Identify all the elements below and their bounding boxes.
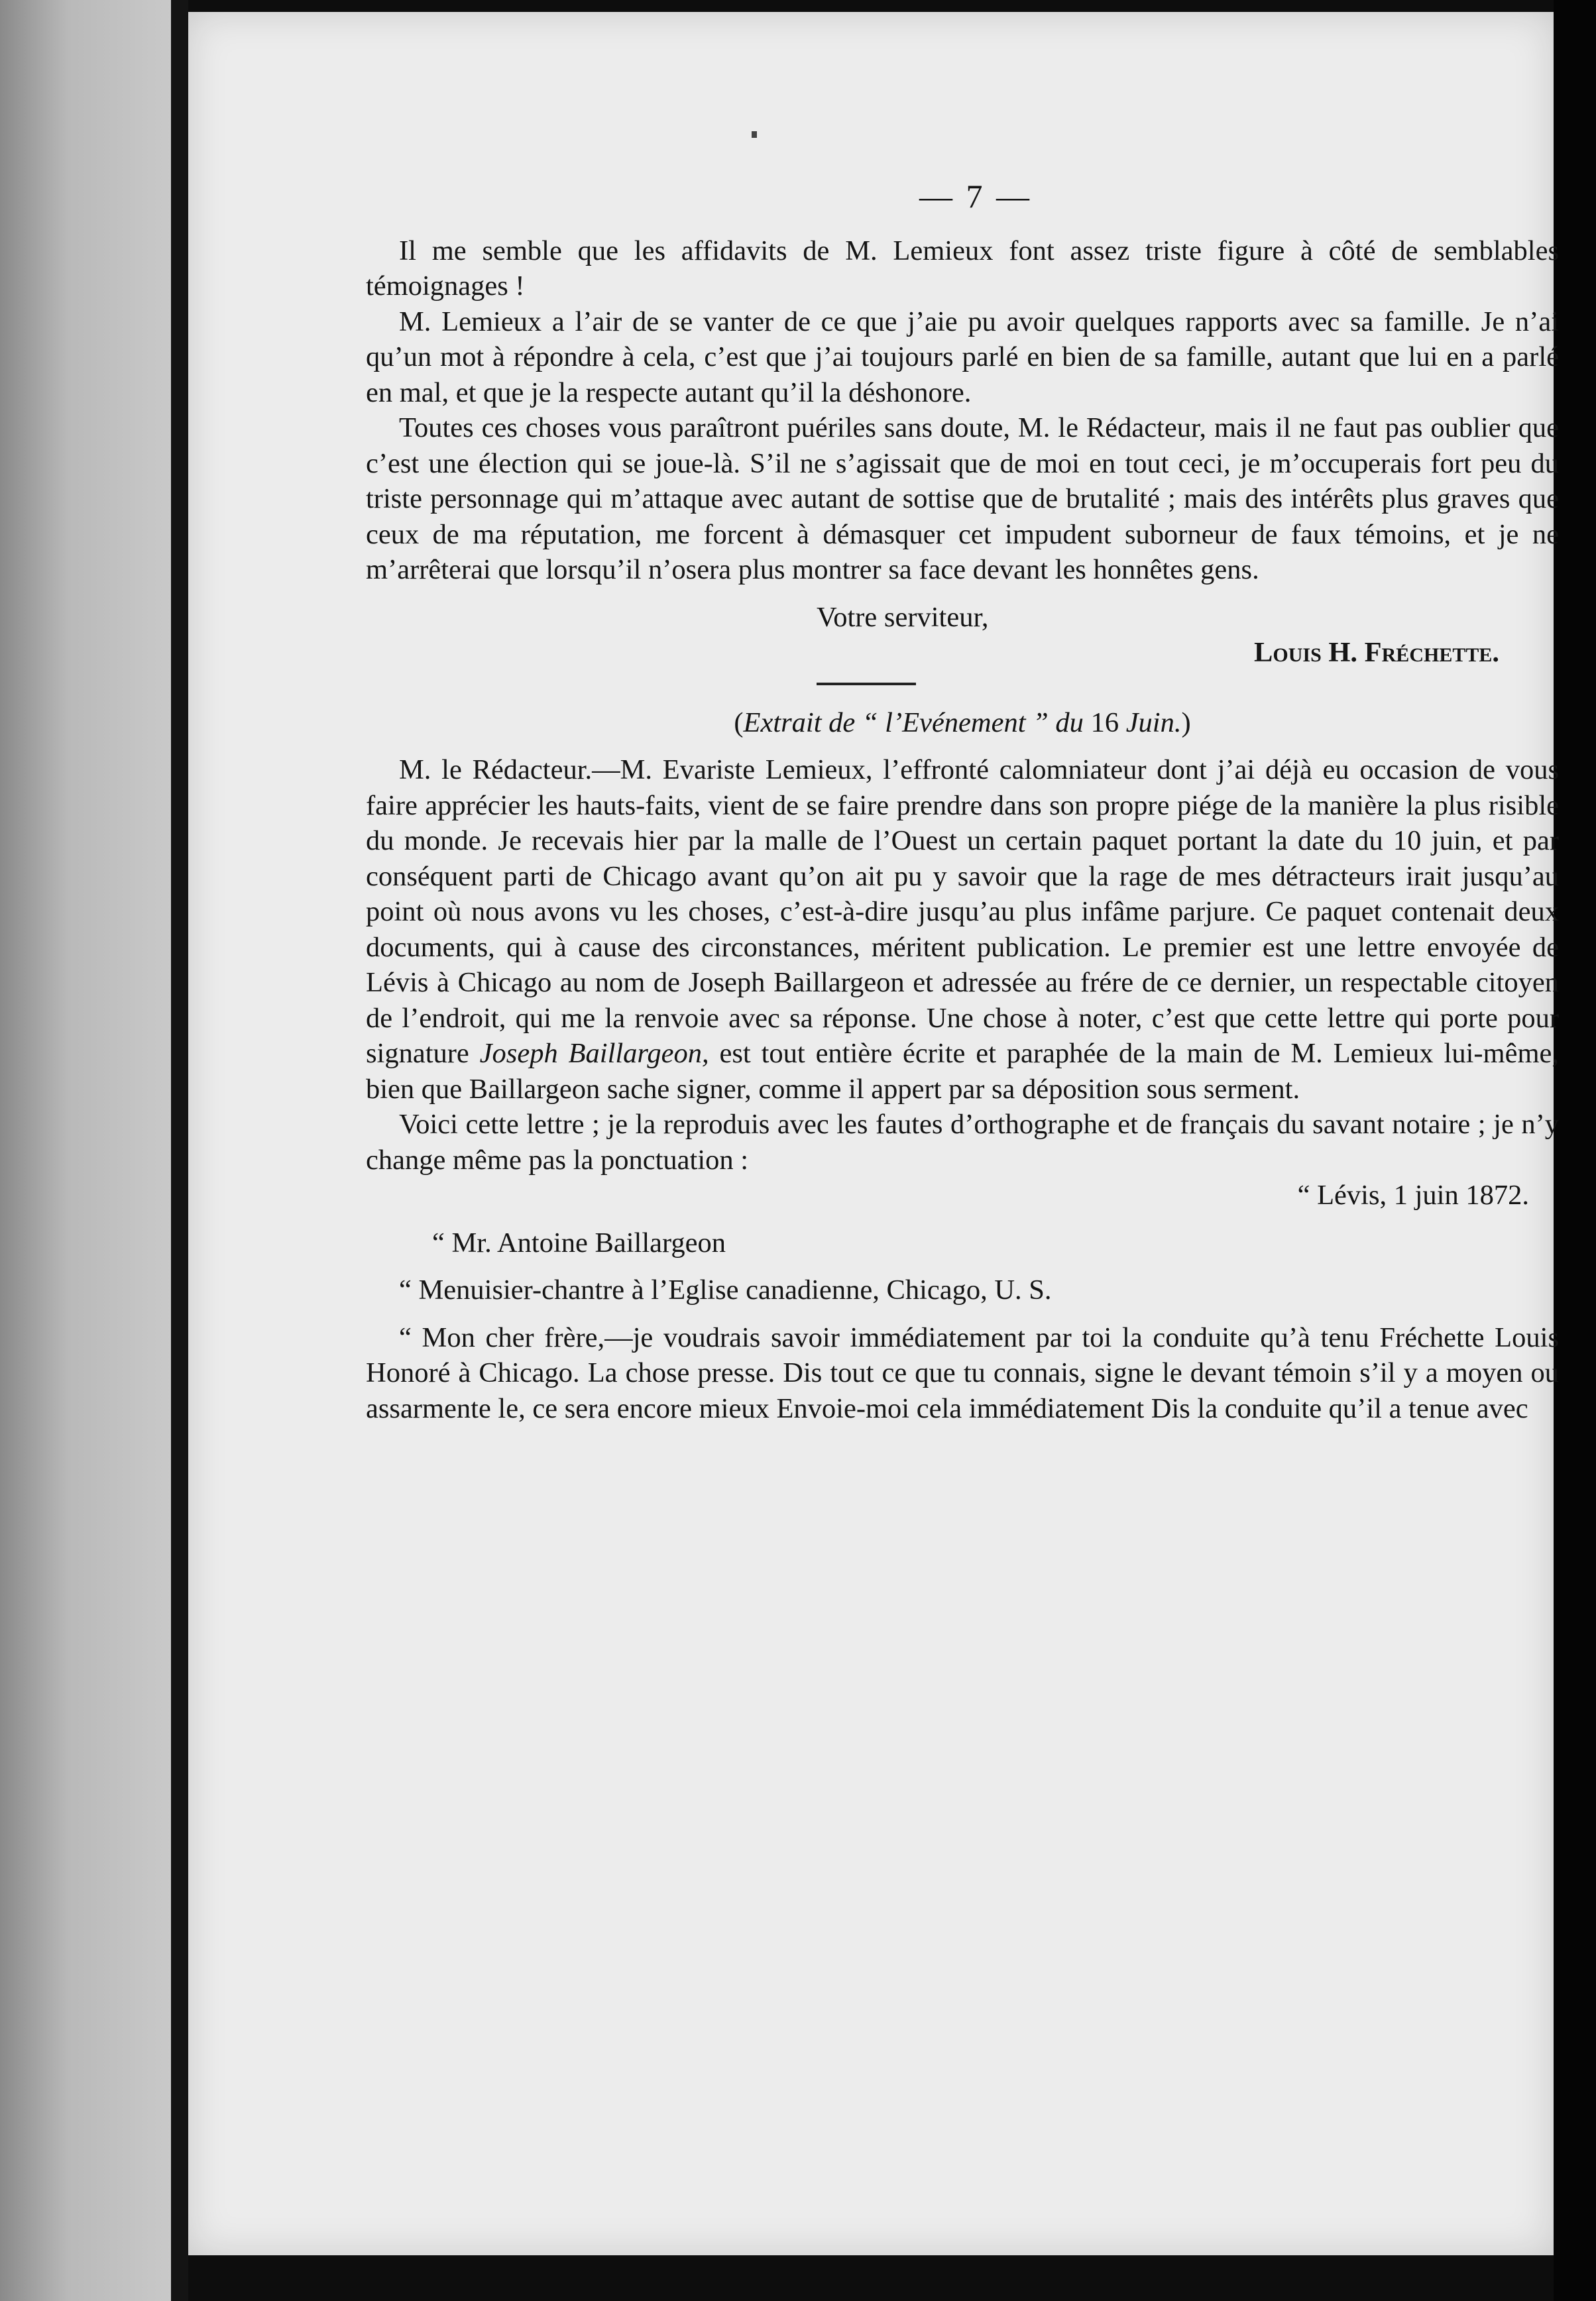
signature-name: Joseph Baillargeon,: [479, 1038, 709, 1069]
scan-border: [1554, 0, 1596, 2301]
ink-speck: [752, 131, 757, 138]
closing-line: Votre serviteur,: [817, 601, 989, 633]
paragraph-1: Il me semble que les affidavits de M. Lemieux font assez triste figure à côté de semblables témoignages !: [366, 235, 1559, 302]
paragraph-4-text: M. le Rédacteur.—M. Evariste Lemieux, l’effronté calomniateur dont j’ai déjà eu occasion de vous faire apprécier les hauts-faits, vient de se faire prendre dans son propre piége de la manière la plus risible du monde. Je recevais hier par la malle de l’Ouest un certain paquet portant la date du 10 juin, et par conséquent parti de Chicago avant qu’on ait pu y savoir que la rage de mes détracteurs irait jusqu’au point où nous avons vu les choses, c’est-à-dire jusqu’au plus infâme parjure. Ce paquet contenait deux documents, qui à cause des circonstances, méritent publication. Le premier est une lettre envoyée de Lévis à Chicago au nom de Joseph Baillargeon et adressée au frére de ce dernier, un respectable citoyen de l’endroit, qui me la renvoie avec sa réponse. Une chose à noter, c’est que cette lettre qui porte pour signature: [366, 754, 1559, 1069]
extract-source: Extrait de “ l’Evénement ” du: [743, 706, 1084, 738]
page-text: [366, 179, 1559, 1426]
extract-date-number: 16: [1090, 706, 1119, 738]
letter-date: “ Lévis, 1 juin 1872.: [1297, 1180, 1529, 1211]
page-number: — 7 —: [919, 178, 1032, 215]
adjacent-page-edge: [0, 0, 171, 2301]
paragraph-5: Voici cette lettre ; je la reproduis avec les fautes d’orthographe et de français du savant notaire ; je n’y change même pas la ponctuation :: [366, 1109, 1559, 1176]
extract-month: Juin.: [1125, 706, 1182, 738]
signature: Louis H. Fréchette.: [1254, 637, 1499, 668]
extract-close-paren: ): [1181, 706, 1191, 738]
extract-heading: [366, 705, 1559, 741]
document-page: [188, 12, 1560, 2255]
letter-address-line: “ Menuisier-chantre à l’Eglise canadienne, Chicago, U. S.: [399, 1274, 1052, 1306]
extract-open-paren: (: [734, 706, 744, 738]
paragraph-4-end: est tout entière écrite et paraphée de la main de M. Lemieux lui-même, bien que Baillargeon sache signer, comme il appert par sa déposition sous serment.: [366, 1038, 1560, 1105]
letter-body: “ Mon cher frère,—je voudrais savoir immédiatement par toi la conduite qu’à tenu Fréchette Louis Honoré à Chicago. La chose presse. Dis tout ce que tu connais, signe le devant témoin s’il y a moyen ou assarmente le, ce sera encore mieux Envoie-moi cela immédiatement Dis la conduite qu’il a tenue avec: [366, 1321, 1559, 1424]
section-divider: [817, 683, 916, 685]
paragraph-4: [366, 752, 1559, 1107]
paragraph-3: Toutes ces choses vous paraîtront puériles sans doute, M. le Rédacteur, mais il ne faut pas oublier que c’est une élection qui se joue-là. S’il ne s’agissait que de moi en tout ceci, je m’occuperais fort peu du triste personnage qui m’attaque avec autant de sottise que de brutalité ; mais des intérêts plus graves que ceux de ma réputation, me forcent à démasquer cet impudent suborneur de faux témoins, et je ne m’arrêterai que lorsqu’il n’osera plus montrer sa face devant les honnêtes gens.: [366, 412, 1559, 585]
book-gutter: [171, 0, 188, 2301]
letter-address-name: “ Mr. Antoine Baillargeon: [432, 1227, 726, 1259]
paragraph-2: M. Lemieux a l’air de se vanter de ce que j’aie pu avoir quelques rapports avec sa famille. Je n’ai qu’un mot à répondre à cela, c’est que j’ai toujours parlé en bien de sa famille, autant que lui en a parlé en mal, et que je la respecte autant qu’il la déshonore.: [366, 306, 1559, 408]
